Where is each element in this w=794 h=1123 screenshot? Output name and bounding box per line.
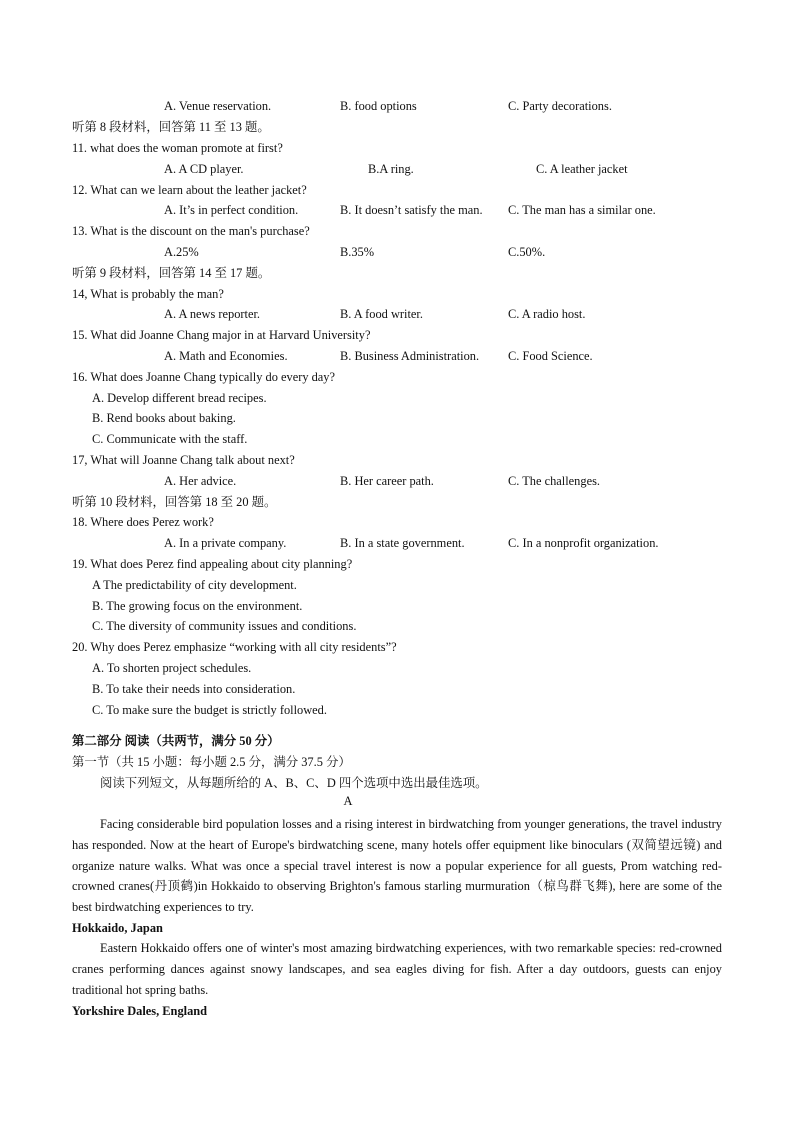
q19-option-b: B. The growing focus on the environment. [92,599,303,613]
q16-option-c: C. Communicate with the staff. [92,432,248,446]
question-20: 20. Why does Perez emphasize “working with all city residents”? [72,640,397,654]
section-1-title: 第一节（共 15 小题：每小题 2.5 分，满分 37.5 分） [72,755,351,769]
question-18: 18. Where does Perez work? [72,515,214,529]
q10-option-b: B. food options [340,99,417,113]
q18-option-b: B. In a state government. [340,536,465,550]
q14-option-b: B. A food writer. [340,307,423,321]
section-9-heading: 听第 9 段材料，回答第 14 至 17 题。 [72,266,271,280]
q20-option-c: C. To make sure the budget is strictly followed. [92,703,327,717]
question-13: 13. What is the discount on the man's purchase? [72,224,310,238]
q15-option-a: A. Math and Economies. [164,349,288,363]
q20-option-a: A. To shorten project schedules. [92,661,252,675]
q14-option-a: A. A news reporter. [164,307,261,321]
q12-option-c: C. The man has a similar one. [508,203,656,217]
q10-option-a: A. Venue reservation. [164,99,272,113]
q17-option-c: C. The challenges. [508,474,600,488]
question-19: 19. What does Perez find appealing about city planning? [72,557,353,571]
q16-option-b: B. Rend books about baking. [92,411,236,425]
q12-option-a: A. It’s in perfect condition. [164,203,299,217]
q16-option-a: A. Develop different bread recipes. [92,391,267,405]
passage-paragraph-1: Facing considerable bird population losses and a rising interest in birdwatching from younger generations, the travel industry has responded. Now at the heart of Europe's birdwatching scene, many hotels offer equipment like binoculars (双简望远镜) and organize nature walks. What was once a special travel interest is now a popular experience for all guests, Prom watching red-crowned cranes(丹顶鹤)in Hokkaido to observing Brighton's famous starling murmuration（椋鸟群飞舞), here are some of the best birdwatching experiences to try. [72,817,722,915]
q18-option-c: C. In a nonprofit organization. [508,536,659,550]
q11-option-a: A. A CD player. [164,162,244,176]
question-11: 11. what does the woman promote at first? [72,141,283,155]
passage-label: A [343,794,353,808]
q11-option-c: C. A leather jacket [536,162,628,176]
section-10-heading: 听第 10 段材料，回答第 18 至 20 题。 [72,495,277,509]
reading-instruction: 阅读下列短文，从每题所给的 A、B、C、D 四个选项中选出最佳选项。 [100,776,488,790]
q12-option-b: B. It doesn’t satisfy the man. [340,203,483,217]
part-2-title: 第二部分 阅读（共两节，满分 50 分） [72,734,280,748]
question-17: 17, What will Joanne Chang talk about next? [72,453,295,467]
question-12: 12. What can we learn about the leather jacket? [72,183,307,197]
q19-option-c: C. The diversity of community issues and conditions. [92,619,357,633]
q13-option-b: B.35% [340,245,375,259]
q11-option-b: B.A ring. [368,162,414,176]
q18-option-a: A. In a private company. [164,536,287,550]
q13-option-a: A.25% [164,245,199,259]
question-14: 14, What is probably the man? [72,287,224,301]
q13-option-c: C.50%. [508,245,546,259]
q20-option-b: B. To take their needs into consideration. [92,682,296,696]
q17-option-b: B. Her career path. [340,474,434,488]
heading-hokkaido: Hokkaido, Japan [72,921,163,935]
q15-option-b: B. Business Administration. [340,349,480,363]
q15-option-c: C. Food Science. [508,349,593,363]
q14-option-c: C. A radio host. [508,307,586,321]
q10-option-c: C. Party decorations. [508,99,612,113]
question-16: 16. What does Joanne Chang typically do every day? [72,370,335,384]
section-8-heading: 听第 8 段材料，回答第 11 至 13 题。 [72,120,270,134]
question-15: 15. What did Joanne Chang major in at Harvard University? [72,328,371,342]
passage-paragraph-2: Eastern Hokkaido offers one of winter's most amazing birdwatching experiences, with two remarkable species: red-crowned cranes performing dances against snowy landscapes, and sea eagles diving for fish. After a day outdoors, guests can enjoy traditional hot spring baths. [72,941,722,997]
q19-option-a: A The predictability of city development. [92,578,297,592]
q17-option-a: A. Her advice. [164,474,237,488]
heading-yorkshire: Yorkshire Dales, England [72,1004,208,1018]
